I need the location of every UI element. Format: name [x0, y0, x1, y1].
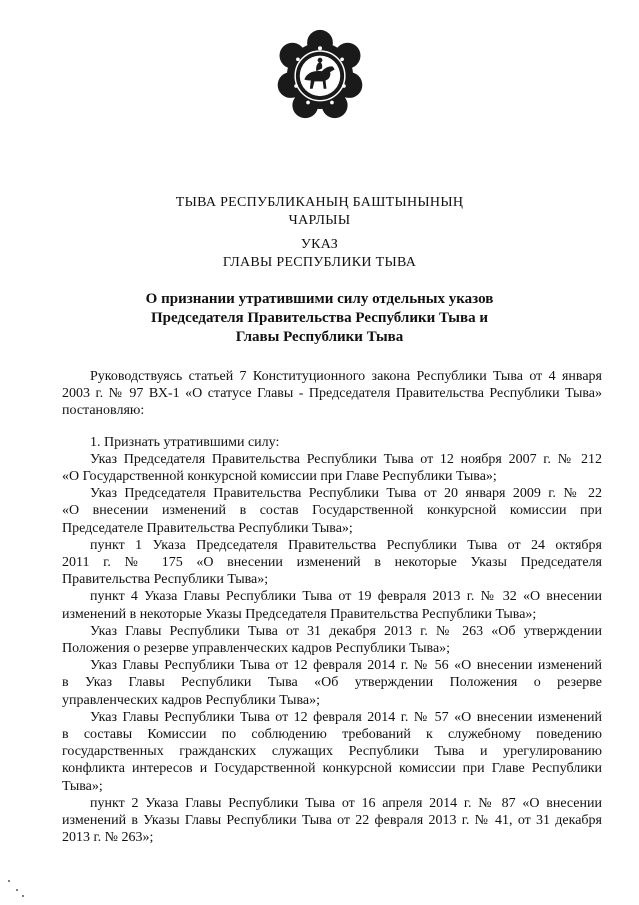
preamble-line: постановляю: [62, 403, 145, 419]
preamble-line: Руководствуясь статьей 7 Конституционного закона Республики Тыва от 4 января [90, 369, 602, 384]
decree-word: УКАЗ [300, 237, 339, 252]
tuvan-header-line-1: ТЫВА РЕСПУБЛИКАНЫҢ БАШТЫНЫНЫҢ [175, 195, 464, 210]
clause-1-heading: 1. Признать утратившими силу: [90, 434, 280, 450]
list-item: пункт 1 Указа Председателя Правительства Республики Тыва от 24 октября 2011 г. № 175 «О внесении изменений в некоторые Указы Председателя Правительства Республики Тыва»; [62, 537, 602, 588]
document-title-line-3: Главы Республики Тыва [235, 329, 404, 345]
list-item: Указ Главы Республики Тыва от 12 февраля 2014 г. № 56 «О внесении изменений в Указ Главы Республики Тыва «Об утверждении Положения о резерве управленческих кадров Республики Тыва»; [62, 658, 602, 708]
tuvan-header-line-2: ЧАРЛЫЫ [288, 213, 351, 228]
scan-speck [22, 895, 24, 897]
decree-issuer: ГЛАВЫ РЕСПУБЛИКИ ТЫВА [222, 255, 417, 270]
scan-speck [16, 889, 18, 891]
tuva-coat-of-arms-icon [274, 28, 366, 120]
document-body [62, 368, 602, 846]
document-title-line-1: О признании утратившими силу отдельных указов [145, 291, 494, 307]
list-item: Указ Председателя Правительства Республики Тыва от 20 января 2009 г. № 22 «О внесении изменений в состав Государственной конкурсной комиссии при Председателе Правительства Республики Тыва»; [62, 486, 602, 536]
list-item: Указ Председателя Правительства Республики Тыва от 12 ноября 2007 г. № 212 «О Государственной конкурсной комиссии при Главе Республики Тыва»; [62, 451, 602, 485]
document-title-line-2: Председателя Правительства Республики Тыва и [151, 310, 488, 326]
preamble [62, 368, 602, 420]
list-item: пункт 2 Указа Главы Республики Тыва от 16 апреля 2014 г. № 87 «О внесении изменений в Указы Главы Республики Тыва от 22 февраля 2013 г. № 41, от 31 декабря 2013 г. № 263»; [62, 795, 602, 846]
list-item: пункт 4 Указа Главы Республики Тыва от 19 февраля 2013 г. № 32 «О внесении изменений в некоторые Указы Председателя Правительства Республики Тыва»; [62, 589, 602, 622]
scan-speck [8, 880, 10, 882]
preamble-line: 2003 г. № 97 ВХ-1 «О статусе Главы - Председателя Правительства Республики Тыва» [62, 386, 602, 402]
list-item: Указ Главы Республики Тыва от 31 декабря 2013 г. № 263 «Об утверждении Положения о резерве управленческих кадров Республики Тыва»; [62, 623, 602, 657]
list-item: Указ Главы Республики Тыва от 12 февраля 2014 г. № 57 «О внесении изменений в составы Комиссии по соблюдению требований к служебному поведению государственных гражданских служащих Республики Тыва и урегулированию конфликта интересов и Государственной конкурсной комиссии при Главе Республики Тыва»; [62, 709, 602, 794]
